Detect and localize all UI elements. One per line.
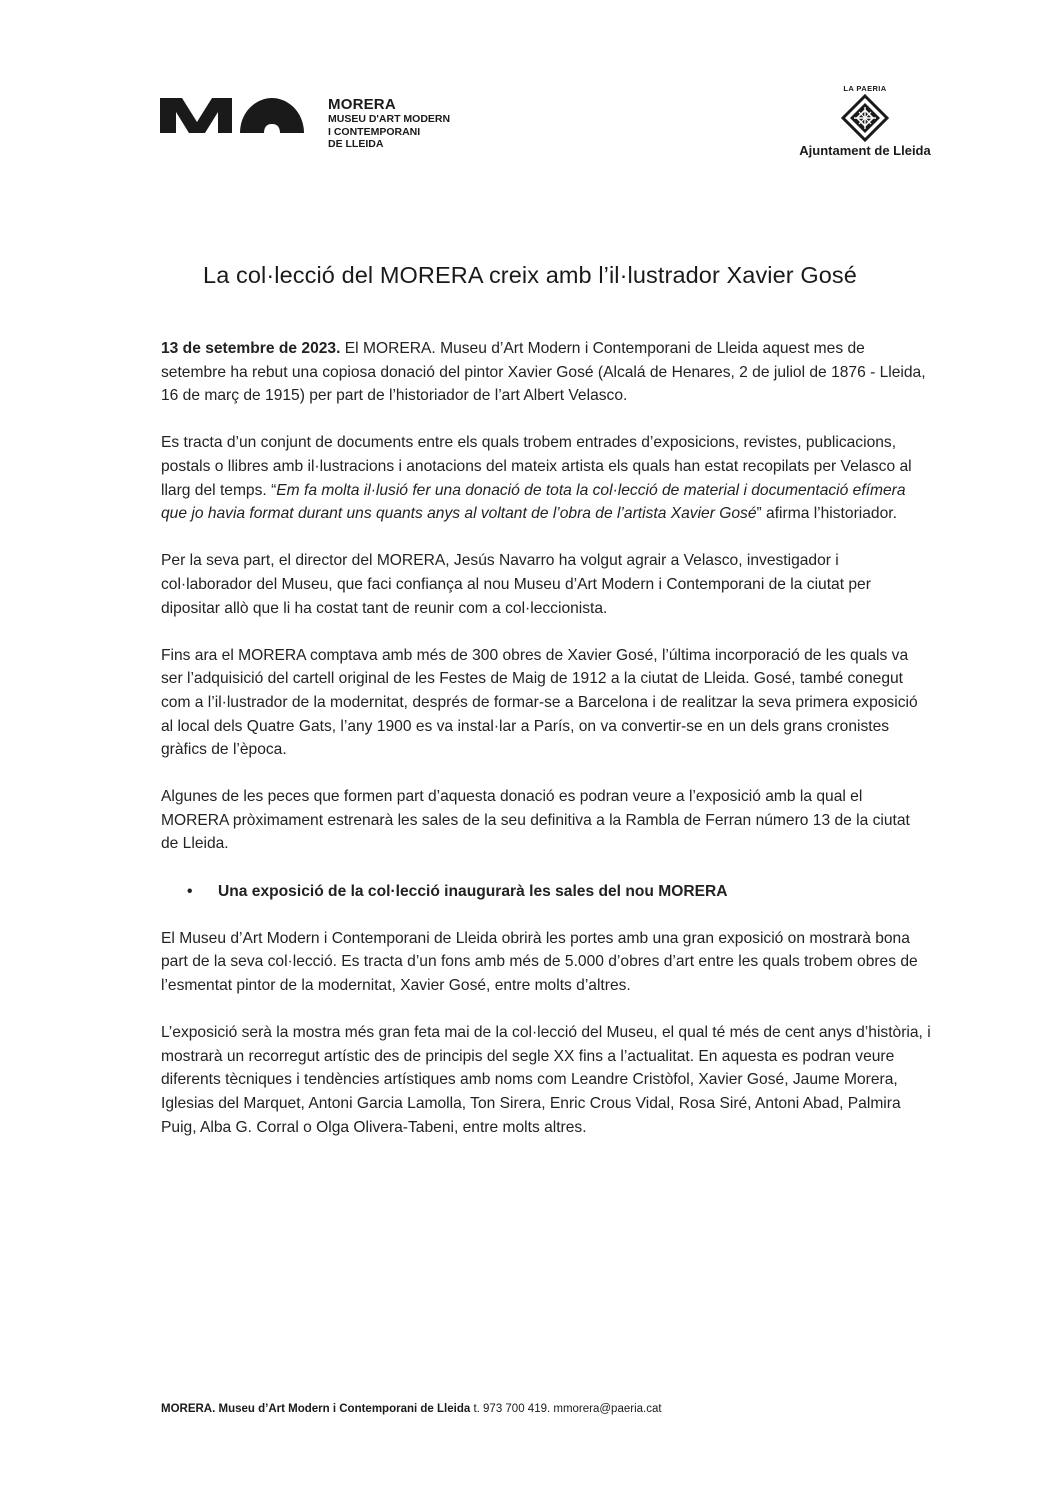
morera-logo [160,96,460,160]
article-body [161,337,931,1163]
paeria-name: Ajuntament de Lleida [799,143,931,158]
paragraph-2-text-a: Es tracta d’un conjunt de documents entre els quals trobem entrades d’exposicions, revistes, publicacions, postals o llibres amb il·lustracions i anotacions del mateix artista els quals han estat recopilats per Velasco al llarg del temps. “ [161,434,912,499]
paragraph-1 [161,337,931,408]
paragraph-7: L’exposició serà la mostra més gran feta mai de la col·lecció del Museu, el qual té més de cent anys d’història, i mostrarà un recorregut artístic des de principis del segle XX fins a l’actualitat. En aquesta es podran veure diferents tècniques i tendències artístiques amb noms com Leandre Cristòfol, Xavier Gosé, Jaume Morera, Iglesias del Marquet, Antoni Garcia Lamolla, Ton Sirera, Enric Crous Vidal, Rosa Siré, Antoni Abad, Palmira Puig, Alba G. Corral o Olga Olivera-Tabeni, entre molts altres. [161,1024,931,1136]
morera-name: MORERA [328,96,396,113]
paragraph-2 [161,431,931,525]
morera-subtitle-line-1: MUSEU D'ART MODERN [328,113,451,125]
page-title: La col·lecció del MORERA creix amb l’il·lustrador Xavier Gosé [203,262,857,288]
footer-museum-name: MORERA. Museu d’Art Modern i Contemporani de Lleida [161,1403,471,1415]
morera-wordmark [328,96,450,151]
morera-subtitle-line-3: DE LLEIDA [328,138,384,150]
paeria-top-label: LA PAERIA [843,84,887,93]
paeria-emblem-icon [841,94,889,142]
paragraph-6: El Museu d’Art Modern i Contemporani de Lleida obrirà les portes amb una gran exposició on mostrarà bona part de la seva col·lecció. Es tracta d’un fons amb més de 5.000 d’obres d’art entre les quals trobem obres de l’esmentat pintor de la modernitat, Xavier Gosé, entre molts d’altres. [161,929,918,995]
article-date: 13 de setembre de 2023. [161,340,341,357]
paragraph-5: Algunes de les peces que formen part d’aquesta donació es podran veure a l’exposició amb la qual el MORERA pròximament estrenarà les sales de la seu definitiva a la Rambla de Ferran número 13 de la ciutat de Lleida. [161,788,910,853]
morera-subtitle-line-2: I CONTEMPORANI [328,125,421,138]
footer-contact: t. 973 700 419. mmorera@paeria.cat [470,1403,662,1415]
paragraph-4: Fins ara el MORERA comptava amb més de 300 obres de Xavier Gosé, l’última incorporació de les quals va ser l’adquisició del cartell original de les Festes de Maig de 1912 a la ciutat de Lleida. Gosé, també conegut com a l’il·lustrador de la modernitat, després de formar-se a Barcelona i de realitzar la seva primera exposició al local dels Quatre Gats, l’any 1900 es va instal·lar a París, on va convertir-se en un dels grans cronistes gràfics de l’època. [161,646,918,759]
paragraph-1-text: El MORERA. Museu d’Art Modern i Contemporani de Lleida aquest mes de setembre ha rebut una copiosa donació del pintor Xavier Gosé (Alcalá de Henares, 2 de juliol de 1876 - Lleida, 16 de març de 1915) per part de l’historiador de l’art Albert Velasco. [161,340,926,405]
paragraph-2-text-b: ” afirma l’historiador. [756,505,897,523]
bullet-icon: • [187,882,193,900]
morera-mark-icon [160,98,306,134]
paragraph-2-quote: Em fa molta il·lusió fer una donació de tota la col·lecció de material i documentació efímera que jo havia format durant uns quants anys al voltant de l’obra de l’artista Xavier Gosé [161,481,906,523]
page-footer [161,1401,921,1417]
bullet-heading-text: Una exposició de la col·lecció inaugurarà les sales del nou MORERA [218,882,728,900]
paragraph-3: Per la seva part, el director del MORERA, Jesús Navarro ha volgut agrair a Velasco, investigador i col·laborador del Museu, que faci confiança al nou Museu d’Art Modern i Contemporani de la ciutat per dipositar allò que li ha costat tant de reunir com a col·leccionista. [161,552,871,617]
bullet-heading [161,880,931,904]
paeria-logo [790,84,940,159]
